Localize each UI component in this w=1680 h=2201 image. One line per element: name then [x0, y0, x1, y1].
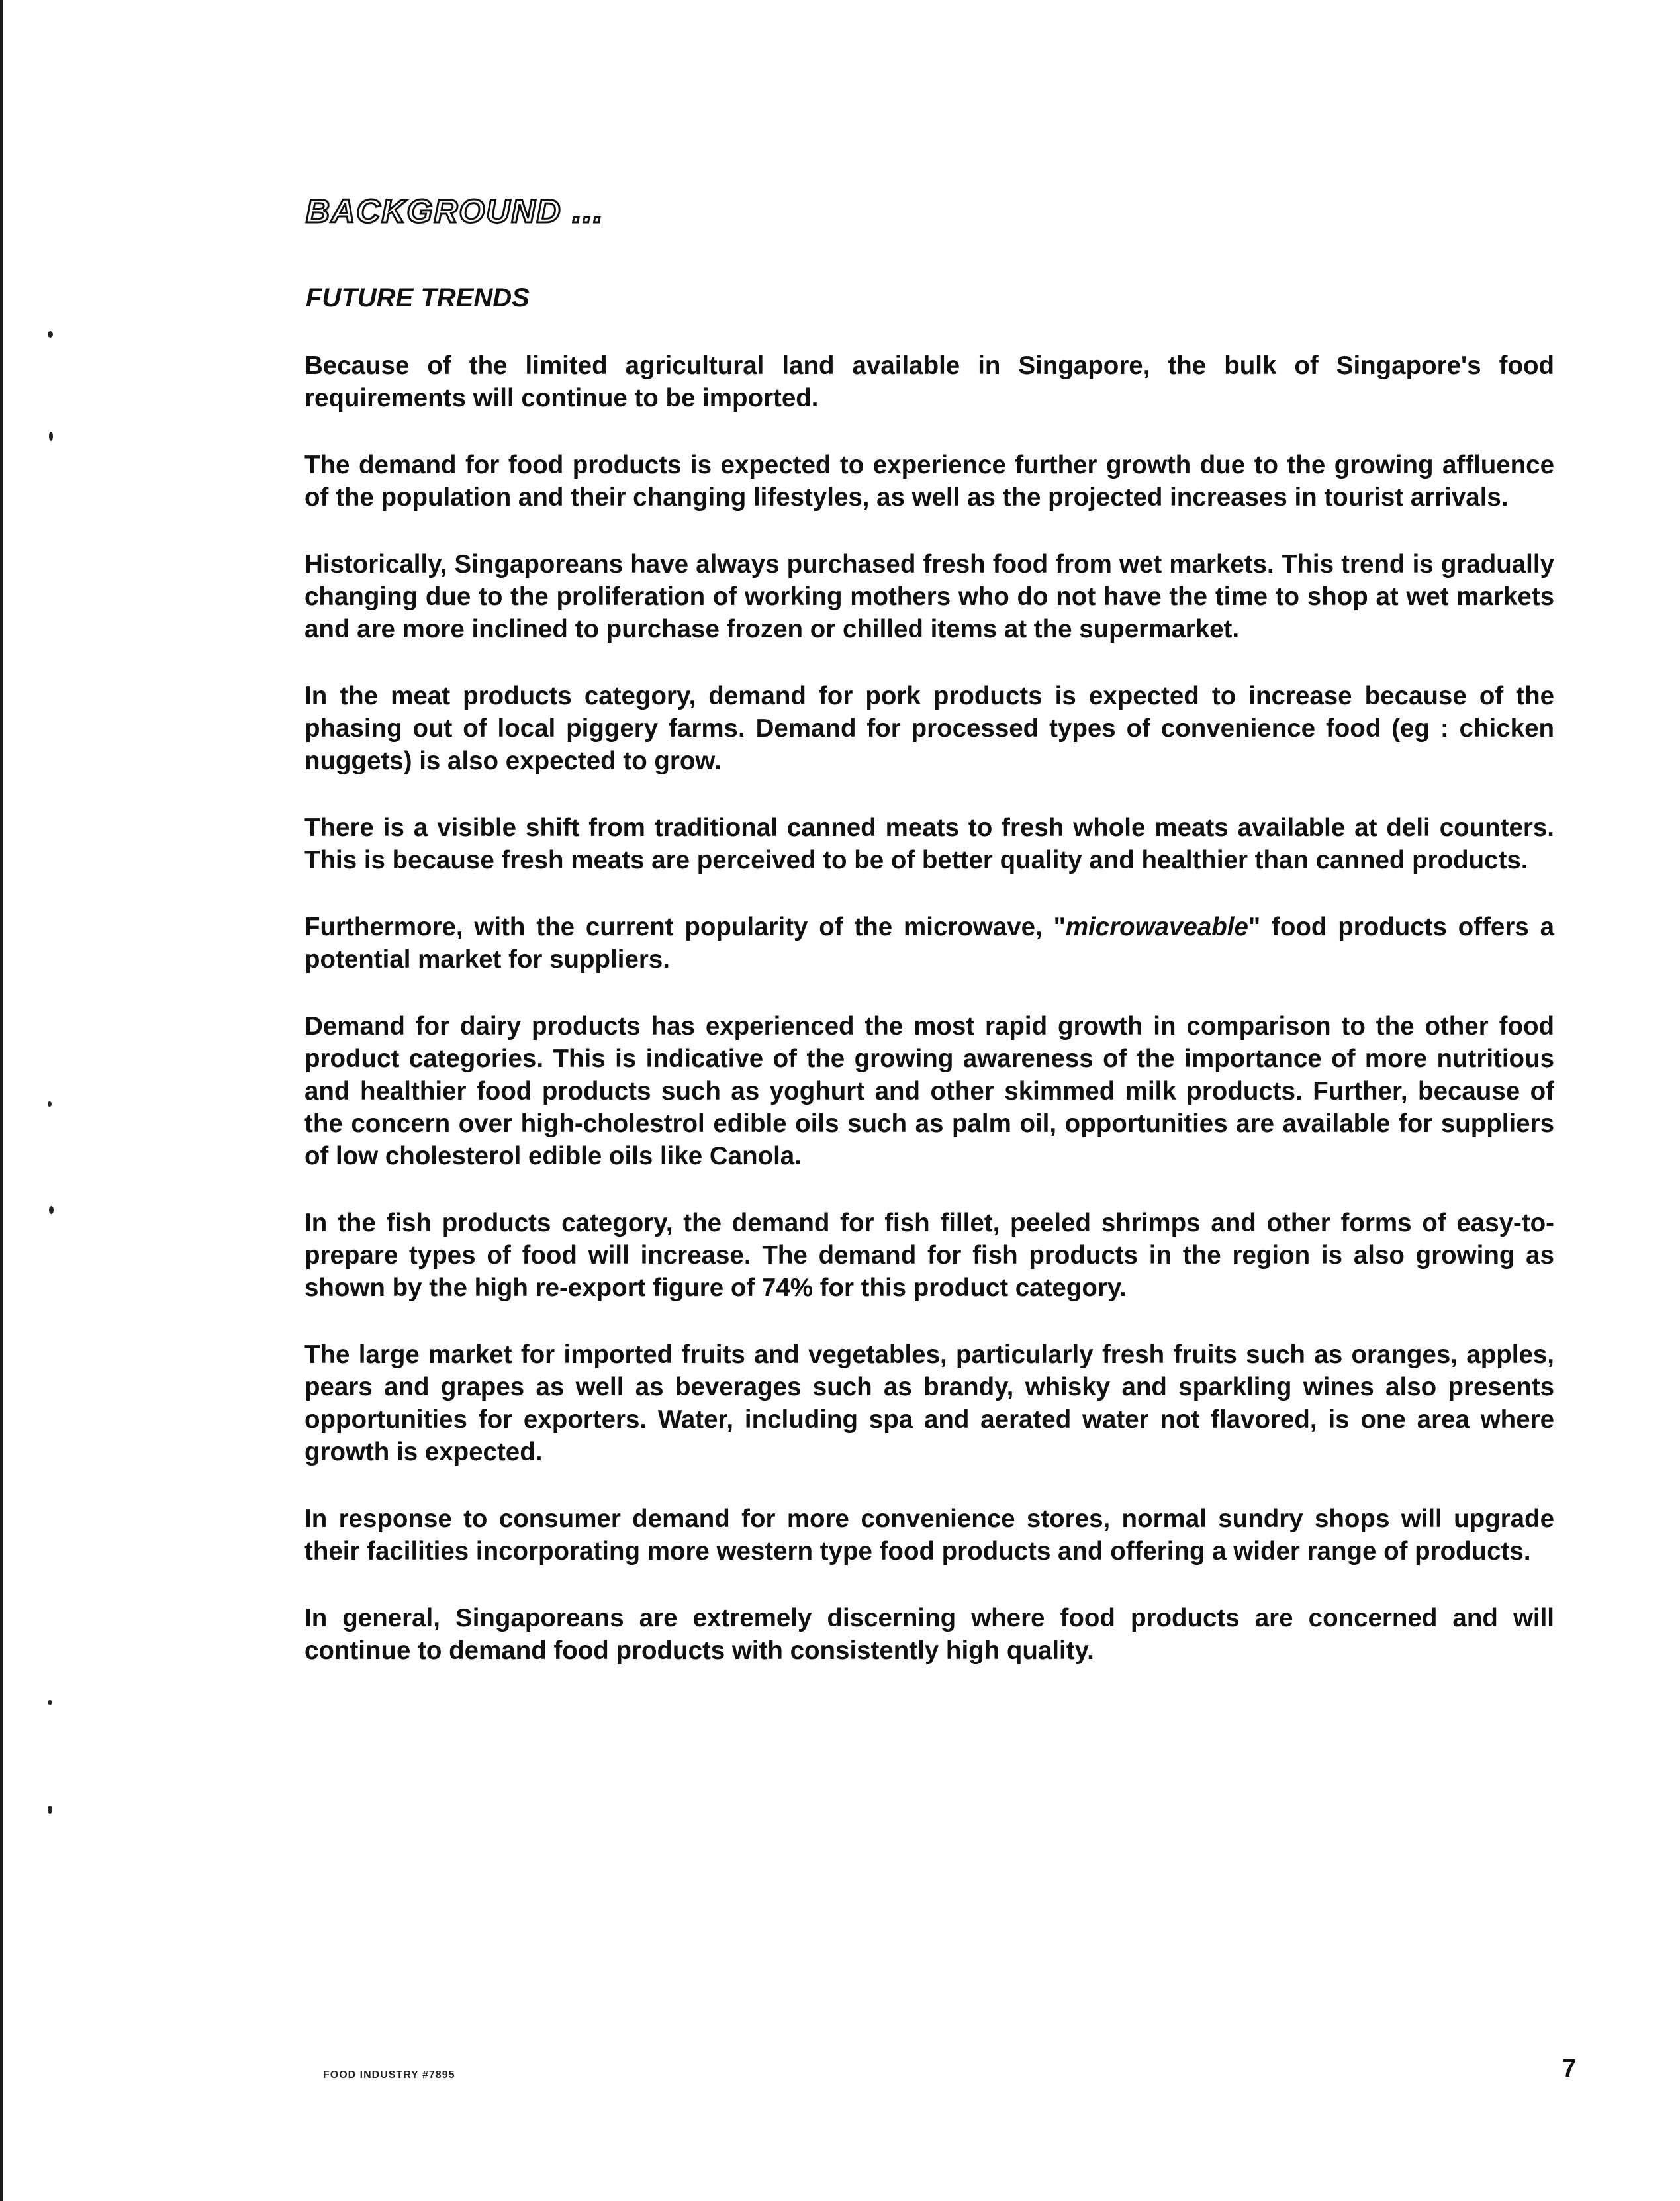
- scan-speck: [48, 1101, 52, 1107]
- paragraph-dairy: Demand for dairy products has experienced the most rapid growth in comparison to the other food product categories. This is indicative of the growing awareness of the importance of more nutritious and healthier food products such as yoghurt and other skimmed milk products. Further, because of the concern over high-cholestrol edible oils such as palm oil, opportunities are available for suppliers of low cholesterol edible oils like Canola.: [304, 1012, 1554, 1170]
- subheading: FUTURE TRENDS: [306, 283, 530, 312]
- paragraph-general: In general, Singaporeans are extremely discerning where food products are concerned and will continue to demand food products with consistently high quality.: [304, 1604, 1554, 1665]
- body-text: [304, 350, 1554, 1701]
- paragraph-canned-meats: There is a visible shift from traditional canned meats to fresh whole meats available at deli counters. This is because fresh meats are perceived to be of better quality and healthier than canned products.: [304, 814, 1554, 874]
- scan-speck: [49, 432, 53, 441]
- paragraph-wet-markets: Historically, Singaporeans have always purchased fresh food from wet markets. This trend is gradually changing due to the proliferation of working mothers who do not have the time to shop at wet markets and are more inclined to purchase frozen or chilled items at the supermarket.: [304, 550, 1554, 643]
- paragraph-convenience-stores: In response to consumer demand for more convenience stores, normal sundry shops will upgrade their facilities incorporating more western type food products and offering a wider range of products.: [304, 1505, 1554, 1566]
- paragraph-microwave-emphasis: microwaveable: [1065, 913, 1248, 941]
- footer-document-label: FOOD INDUSTRY #7895: [323, 2069, 455, 2081]
- section-title: BACKGROUND ...: [306, 193, 604, 230]
- page-number: 7: [1562, 2055, 1577, 2083]
- scan-left-border: [0, 0, 3, 2201]
- paragraph-imports: Because of the limited agricultural land available in Singapore, the bulk of Singapore's food requirements will continue to be imported.: [304, 351, 1554, 412]
- scan-speck: [49, 1206, 54, 1214]
- paragraph-microwave: [304, 911, 1554, 976]
- scan-speck: [48, 331, 53, 338]
- paragraph-microwave-before: Furthermore, with the current popularity of the microwave, ": [304, 913, 1066, 941]
- paragraph-demand-growth: The demand for food products is expected to experience further growth due to the growing affluence of the population and their changing lifestyles, as well as the projected increases in tourist arrivals.: [304, 451, 1554, 512]
- paragraph-microwave-after: " food products offers a potential market for suppliers.: [304, 913, 1554, 974]
- scan-speck: [48, 1700, 52, 1705]
- paragraph-fruits-beverages: The large market for imported fruits and vegetables, particularly fresh fruits such as oranges, apples, pears and grapes as well as beverages such as brandy, whisky and sparkling wines also presents opportunities for exporters. Water, including spa and aerated water not flavored, is one area where growth is expected.: [304, 1340, 1554, 1466]
- scan-speck: [48, 1806, 52, 1814]
- paragraph-fish: In the fish products category, the demand for fish fillet, peeled shrimps and other forms of easy-to-prepare types of food will increase. The demand for fish products in the region is also growing as shown by the high re-export figure of 74% for this product category.: [304, 1209, 1554, 1302]
- paragraph-meat-products: In the meat products category, demand for pork products is expected to increase because of the phasing out of local piggery farms. Demand for processed types of convenience food (eg : chicken nuggets) is also expected to grow.: [304, 682, 1554, 775]
